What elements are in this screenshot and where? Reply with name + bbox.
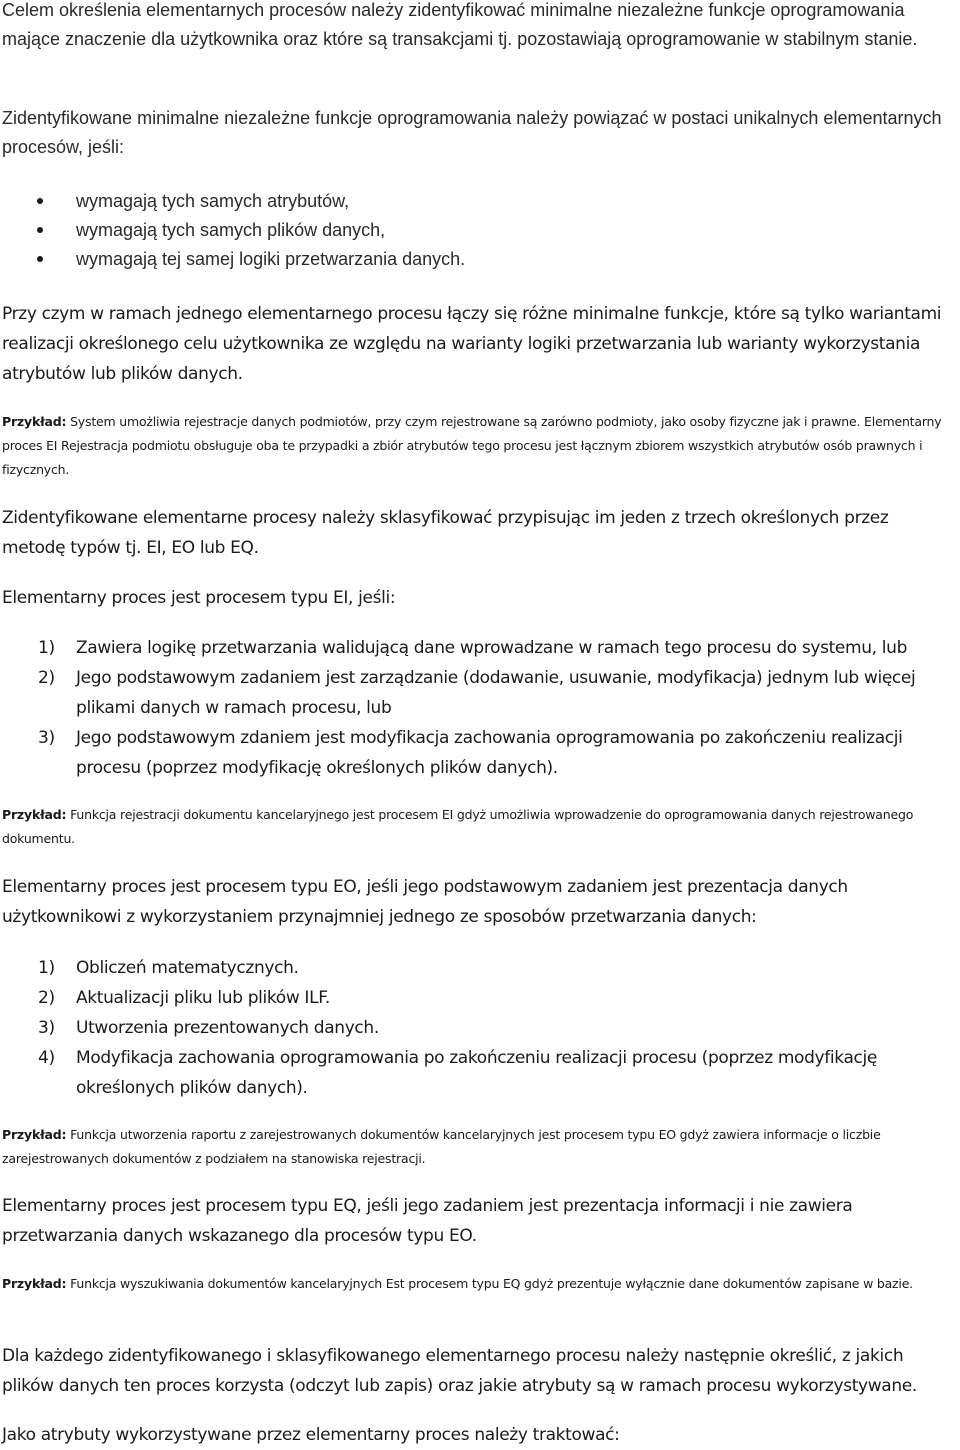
list-item: 1) Obliczeń matematycznych. — [38, 958, 299, 978]
list-item: wymagają tej samej logiki przetwarzania danych. — [2, 245, 954, 274]
conditions-list — [2, 187, 954, 274]
ei-example-paragraph — [2, 803, 954, 851]
ei-list — [2, 633, 954, 783]
list-item: 4) Modyfikacja zachowania oprogramowania po zakończeniu realizacji procesu (poprzez modyfikację określonych plików danych). — [38, 1048, 878, 1098]
list-item: 2) Aktualizacji pliku lub plików ILF. — [38, 988, 330, 1008]
eq-example-paragraph — [2, 1272, 954, 1296]
example-paragraph — [2, 410, 954, 482]
example-text: System umożliwia rejestracje danych podmiotów, przy czym rejestrowane są zarówno podmioty, jako osoby fizyczne jak i prawne. Elementarny proces EI Rejestracja podmiotu obsługuje oba te przypadki a zbiór atrybutów tego procesu jest łącznym zbiorem wszystkich atrybutów osób prawnych i fizycznych. — [2, 414, 942, 477]
bullet-icon — [37, 227, 43, 233]
eo-list — [2, 953, 954, 1103]
eo-example-paragraph — [2, 1123, 954, 1171]
example-label: Przykład: — [2, 414, 67, 429]
files-paragraph: Dla każdego zidentyfikowanego i sklasyfikowanego elementarnego procesu należy następnie określić, z jakich plików danych ten proces korzysta (odczyt lub zapis) oraz jakie atrybuty są w ramach procesu wykorzystywane. — [2, 1346, 917, 1396]
list-item: 2) Jego podstawowym zadaniem jest zarządzanie (dodawanie, usuwanie, modyfikacja) jednym lub więcej plikami danych w ramach procesu, lub — [38, 668, 916, 718]
ei-heading: Elementarny proces jest procesem typu EI, jeśli: — [2, 588, 396, 608]
combine-paragraph: Przy czym w ramach jednego elementarnego procesu łączy się różne minimalne funkcje, które są tylko wariantami realizacji określonego celu użytkownika ze względu na warianty logiki przetwarzania lub warianty wykorzystania atrybutów lub plików danych. — [2, 304, 942, 384]
classify-paragraph: Zidentyfikowane elementarne procesy należy sklasyfikować przypisując im jeden z trzech określonych przez metodę typów tj. EI, EO lub EQ. — [2, 508, 889, 558]
attributes-paragraph: Jako atrybuty wykorzystywane przez elementarny proces należy traktować: — [2, 1425, 620, 1445]
list-item: 3) Jego podstawowym zdaniem jest modyfikacja zachowania oprogramowania po zakończeniu realizacji procesu (poprzez modyfikację określonych plików danych). — [38, 728, 903, 778]
example-label: Przykład: — [2, 1276, 67, 1291]
example-label: Przykład: — [2, 807, 67, 822]
example-text: Funkcja rejestracji dokumentu kancelaryjnego jest procesem EI gdyż umożliwia wprowadzenie do oprogramowania danych rejestrowanego dokumentu. — [2, 807, 914, 846]
list-item: 3) Utworzenia prezentowanych danych. — [38, 1018, 379, 1038]
eo-heading: Elementarny proces jest procesem typu EO, jeśli jego podstawowym zadaniem jest prezentacja danych użytkownikowi z wykorzystaniem przynajmniej jednego ze sposobów przetwarzania danych: — [2, 877, 848, 927]
list-item: wymagają tych samych atrybutów, — [2, 187, 954, 216]
example-text: Funkcja wyszukiwania dokumentów kancelaryjnych Est procesem typu EQ gdyż prezentuje wyłącznie dane dokumentów zapisane w bazie. — [66, 1276, 913, 1291]
example-label: Przykład: — [2, 1127, 67, 1142]
example-text: Funkcja utworzenia raportu z zarejestrowanych dokumentów kancelaryjnych jest procesem typu EO gdyż zawiera informacje o liczbie zarejestrowanych dokumentów z podziałem na stanowiska rejestracji. — [2, 1127, 881, 1166]
intro-paragraph: Celem określenia elementarnych procesów należy zidentyfikować minimalne niezależne funkcje oprogramowania mające znaczenie dla użytkownika oraz które są transakcjami tj. pozostawiają oprogramowanie w stabilnym stanie. — [2, 0, 918, 49]
list-item: wymagają tych samych plików danych, — [2, 216, 954, 245]
intro-paragraph-2: Zidentyfikowane minimalne niezależne funkcje oprogramowania należy powiązać w postaci unikalnych elementarnych procesów, jeśli: — [2, 108, 942, 157]
bullet-icon — [37, 256, 43, 262]
list-item: 1) Zawiera logikę przetwarzania walidującą dane wprowadzane w ramach tego procesu do systemu, lub — [38, 638, 908, 658]
bullet-icon — [37, 198, 43, 204]
eq-heading: Elementarny proces jest procesem typu EQ, jeśli jego zadaniem jest prezentacja informacji i nie zawiera przetwarzania danych wskazanego dla procesów typu EO. — [2, 1196, 853, 1246]
